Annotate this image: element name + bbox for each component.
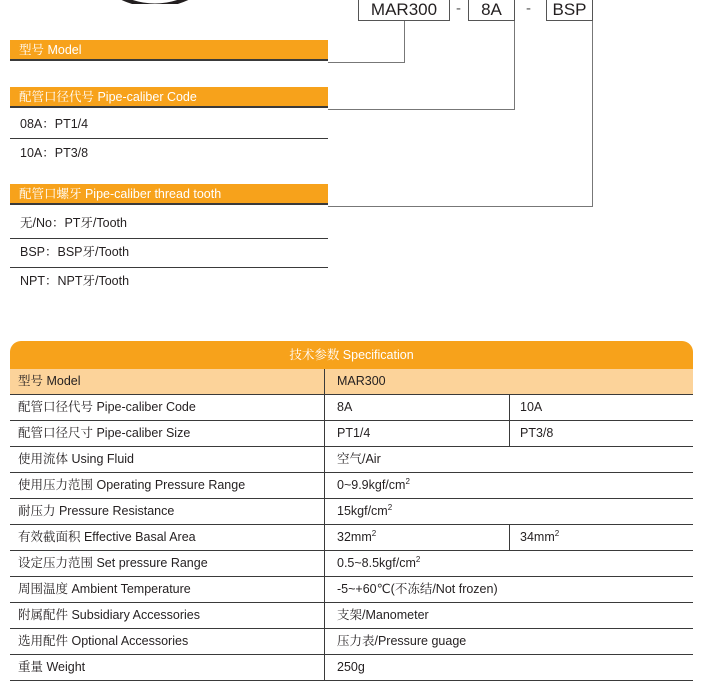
spec-title: 技术参数 Specification bbox=[10, 341, 693, 369]
spec-row bbox=[10, 655, 693, 681]
connector-model bbox=[328, 62, 405, 63]
model-code-separator: - bbox=[456, 0, 461, 17]
spec-label: 周围温度 Ambient Temperature bbox=[18, 582, 191, 596]
spec-value: 压力表/Pressure guage bbox=[324, 629, 693, 654]
connector-thread bbox=[592, 21, 593, 207]
spec-value: MAR300 bbox=[324, 369, 693, 394]
spec-row bbox=[10, 369, 693, 395]
superscript: 2 bbox=[371, 529, 377, 538]
superscript: 2 bbox=[415, 555, 421, 564]
model-code-separator: - bbox=[526, 0, 531, 17]
legend-caliber-item: 08A：PT1/4 bbox=[20, 117, 89, 131]
superscript: 2 bbox=[554, 529, 560, 538]
spec-row bbox=[10, 395, 693, 421]
legend-thread-item: 无/No：PT牙/Tooth bbox=[20, 216, 127, 230]
connector-model bbox=[404, 21, 405, 63]
spec-label: 使用流体 Using Fluid bbox=[18, 452, 134, 466]
model-code-caliber: 8A bbox=[468, 0, 515, 21]
spec-label: 耐压力 Pressure Resistance bbox=[18, 504, 175, 518]
logo-arc bbox=[118, 0, 196, 4]
spec-value: $0\sim 9.9kgf/cm^2$ bbox=[324, 473, 693, 498]
legend-caliber-item: 10A：PT3/8 bbox=[20, 146, 89, 160]
spec-label: 附属配件 Subsidiary Accessories bbox=[18, 608, 201, 622]
legend-caliber-title: 配管口径代号 Pipe-caliber Code bbox=[10, 87, 328, 108]
spec-label: 有效截面积 Effective Basal Area bbox=[18, 530, 196, 544]
model-code-thread: BSP bbox=[546, 0, 593, 21]
spec-value: $0.5\sim 8.5kgf/cm^2$ bbox=[324, 551, 693, 576]
spec-value: 250g bbox=[324, 655, 693, 680]
legend-model-title: 型号 Model bbox=[10, 40, 328, 61]
spec-value: 支架/Manometer bbox=[324, 603, 693, 628]
spec-row bbox=[10, 499, 693, 525]
connector-caliber bbox=[328, 109, 515, 110]
spec-value: 10A bbox=[509, 395, 693, 420]
spec-value: 空气/Air bbox=[324, 447, 693, 472]
spec-row bbox=[10, 447, 693, 473]
spec-row bbox=[10, 577, 693, 603]
spec-row bbox=[10, 551, 693, 577]
spec-value: $34mm^2$ bbox=[509, 525, 693, 550]
spec-row bbox=[10, 525, 693, 551]
spec-label: 配管口径代号 Pipe-caliber Code bbox=[18, 400, 196, 414]
spec-value: -5~+60℃(不冻结/Not frozen) bbox=[324, 577, 693, 602]
superscript: 2 bbox=[387, 503, 393, 512]
spec-label: 使用压力范围 Operating Pressure Range bbox=[18, 478, 246, 492]
connector-thread bbox=[328, 206, 593, 207]
spec-label: 重量 Weight bbox=[18, 660, 86, 674]
spec-value: PT3/8 bbox=[509, 421, 693, 446]
spec-value: $15kgf/cm^2$ bbox=[324, 499, 693, 524]
spec-row bbox=[10, 603, 693, 629]
superscript: 2 bbox=[405, 477, 410, 486]
spec-label: 设定压力范围 Set pressure Range bbox=[18, 556, 208, 570]
legend-thread-item: BSP：BSP牙/Tooth bbox=[20, 245, 130, 259]
spec-row bbox=[10, 629, 693, 655]
legend-thread-item: NPT：NPT牙/Tooth bbox=[20, 274, 130, 288]
connector-caliber bbox=[514, 21, 515, 110]
spec-row bbox=[10, 421, 693, 447]
spec-label: 选用配件 Optional Accessories bbox=[18, 634, 189, 648]
legend-thread-title: 配管口螺牙 Pipe-caliber thread tooth bbox=[10, 184, 328, 205]
spec-value: $32mm^2$ bbox=[324, 525, 509, 550]
model-code-base: MAR300 bbox=[358, 0, 450, 21]
spec-value: PT1/4 bbox=[324, 421, 509, 446]
spec-label: 配管口径尺寸 Pipe-caliber Size bbox=[18, 426, 191, 440]
spec-row bbox=[10, 473, 693, 499]
spec-label: 型号 Model bbox=[18, 374, 81, 388]
spec-value: 8A bbox=[324, 395, 509, 420]
